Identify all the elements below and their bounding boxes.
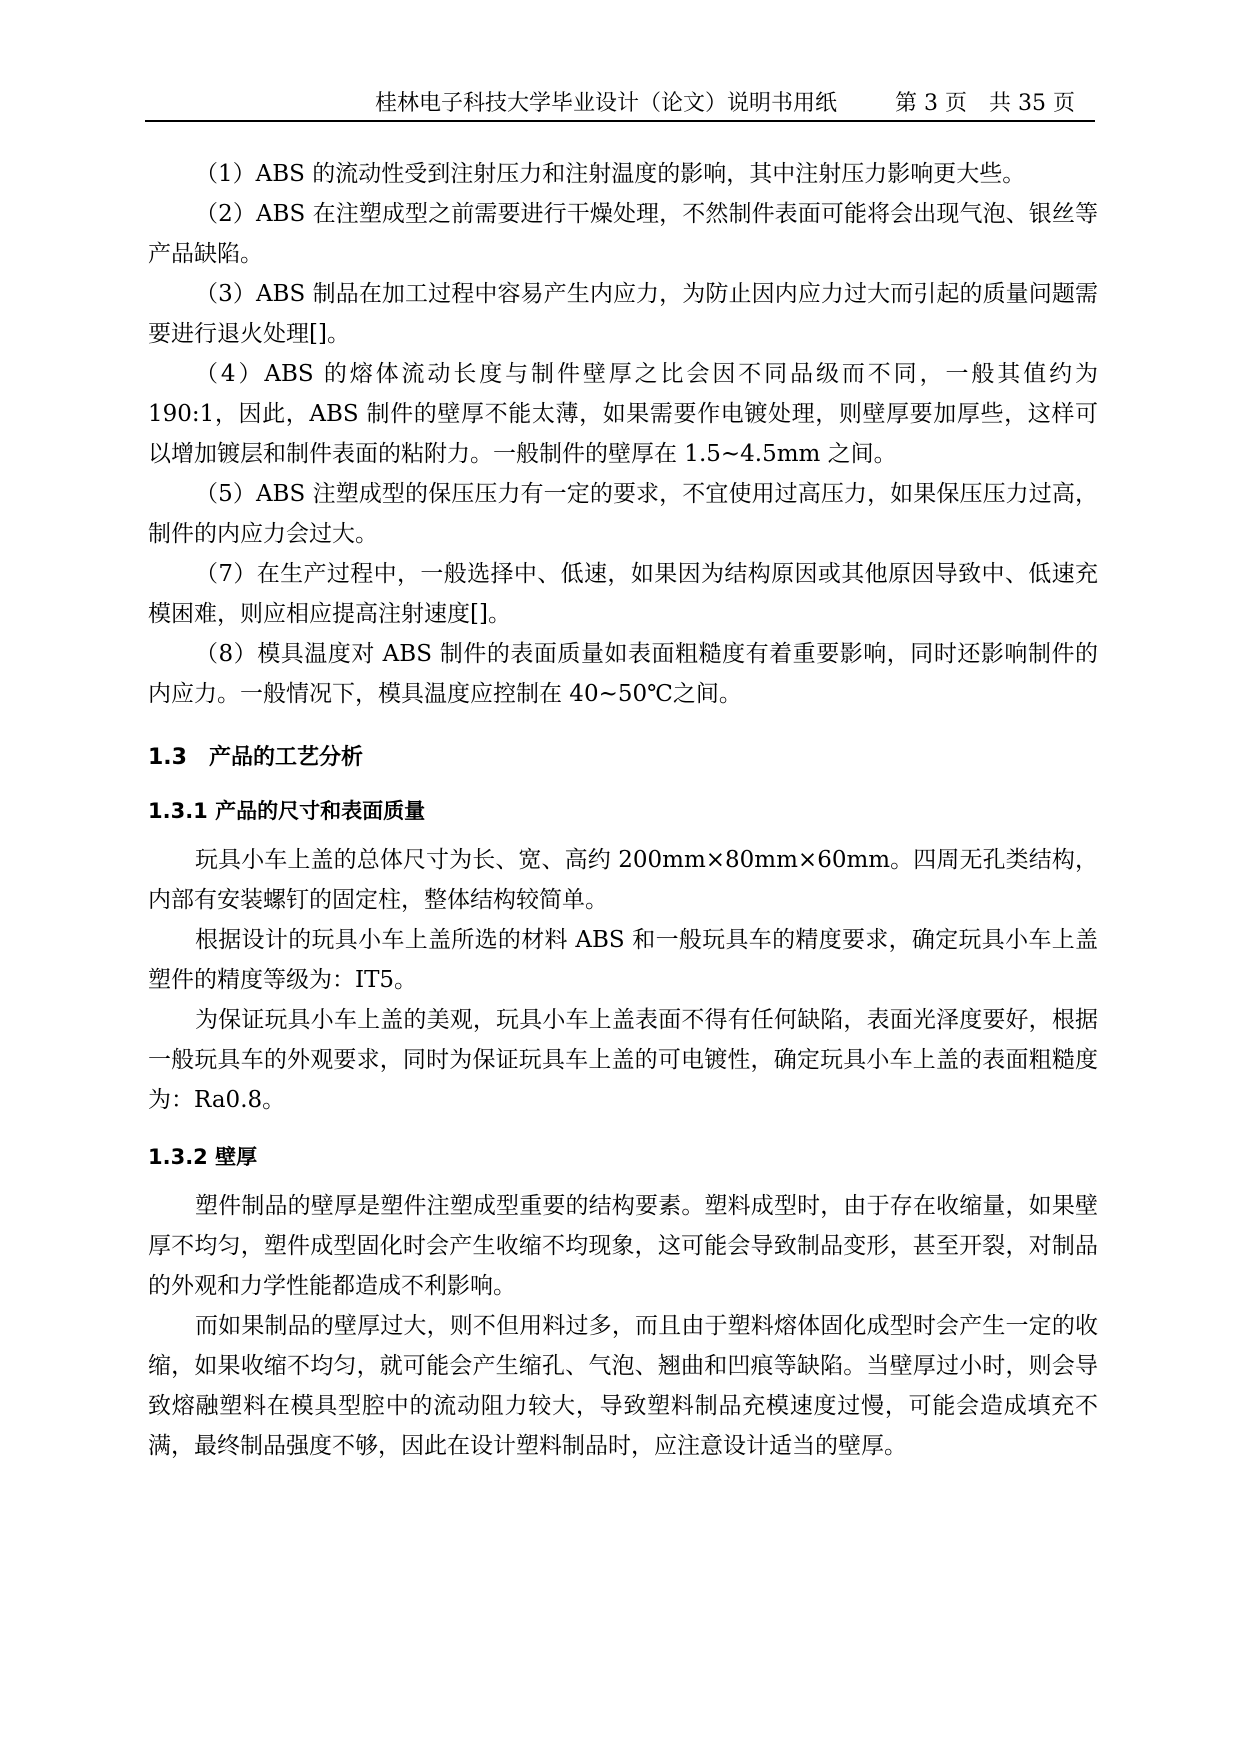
- page-header: [145, 80, 1095, 122]
- header-page-info: 第 3 页 共 35 页: [895, 91, 1075, 116]
- paragraph-wall-thickness-2: 而如果制品的壁厚过大，则不但用料过多，而且由于塑料熔体固化成型时会产生一定的收缩，如果收缩不均匀，就可能会产生缩孔、气泡、翘曲和凹痕等缺陷。当壁厚过小时，则会导致熔融塑料在模具型腔中的流动阻力较大，导致塑料制品充模速度过慢，可能会造成填充不满，最终制品强度不够，因此在设计塑料制品时，应注意设计适当的壁厚。: [148, 1313, 1098, 1459]
- paragraph-abs-4: （4）ABS 的熔体流动长度与制件壁厚之比会因不同品级而不同，一般其值约为 190:1，因此，ABS 制件的壁厚不能太薄，如果需要作电镀处理，则壁厚要加厚些，这样可以增加镀层和制件表面的粘附力。一般制件的壁厚在 1.5~4.5mm 之间。: [148, 361, 1098, 467]
- paragraph-precision: 根据设计的玩具小车上盖所选的材料 ABS 和一般玩具车的精度要求，确定玩具小车上盖塑件的精度等级为：IT5。: [148, 927, 1098, 993]
- section-heading-1-3: 1.3 产品的工艺分析: [148, 745, 363, 770]
- document-body: [148, 154, 1098, 1466]
- subsection-heading-1-3-1: 1.3.1 产品的尺寸和表面质量: [148, 799, 426, 823]
- paragraph-abs-5: （5）ABS 注塑成型的保压压力有一定的要求，不宜使用过高压力，如果保压压力过高，制件的内应力会过大。: [148, 481, 1098, 547]
- paragraph-surface-roughness: 为保证玩具小车上盖的美观，玩具小车上盖表面不得有任何缺陷，表面光泽度要好，根据一般玩具车的外观要求，同时为保证玩具车上盖的可电镀性，确定玩具小车上盖的表面粗糙度为：Ra0.8。: [148, 1007, 1098, 1113]
- paragraph-wall-thickness-1: 塑件制品的壁厚是塑件注塑成型重要的结构要素。塑料成型时，由于存在收缩量，如果壁厚不均匀，塑件成型固化时会产生收缩不均现象，这可能会导致制品变形，甚至开裂，对制品的外观和力学性能都造成不利影响。: [148, 1193, 1098, 1299]
- paragraph-abs-3: （3）ABS 制品在加工过程中容易产生内应力，为防止因内应力过大而引起的质量问题需要进行退火处理[]。: [148, 281, 1098, 347]
- paragraph-abs-8: （8）模具温度对 ABS 制件的表面质量如表面粗糙度有着重要影响，同时还影响制件的内应力。一般情况下，模具温度应控制在 40~50℃之间。: [148, 641, 1098, 707]
- paragraph-abs-7: （7）在生产过程中，一般选择中、低速，如果因为结构原因或其他原因导致中、低速充模困难，则应相应提高注射速度[]。: [148, 561, 1098, 627]
- paragraph-abs-1: （1）ABS 的流动性受到注射压力和注射温度的影响，其中注射压力影响更大些。: [195, 161, 1026, 187]
- paragraph-abs-2: （2）ABS 在注塑成型之前需要进行干燥处理，不然制件表面可能将会出现气泡、银丝等产品缺陷。: [148, 201, 1098, 267]
- header-title: 桂林电子科技大学毕业设计（论文）说明书用纸: [375, 91, 838, 116]
- paragraph-dimensions: 玩具小车上盖的总体尺寸为长、宽、高约 200mm×80mm×60mm。四周无孔类结构，内部有安装螺钉的固定柱，整体结构较简单。: [148, 847, 1098, 913]
- subsection-heading-1-3-2: 1.3.2 壁厚: [148, 1145, 258, 1169]
